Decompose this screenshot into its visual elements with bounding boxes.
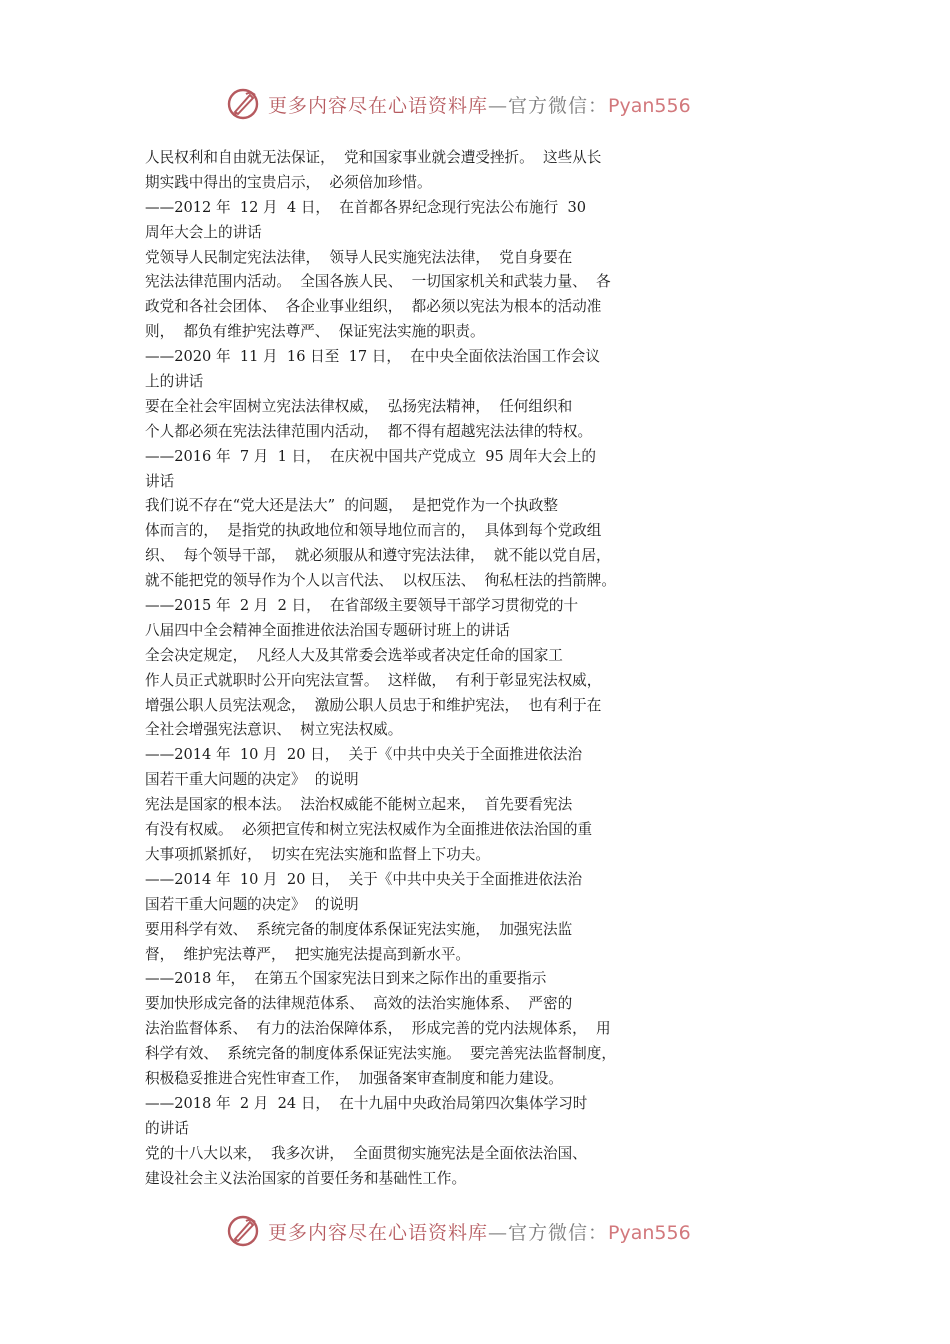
header-banner [226, 84, 746, 124]
text-line: 大事项抓紧抓好， 切实在宪法实施和监督上下功夫。 [145, 845, 490, 863]
text-line: 人民权利和自由就无法保证， 党和国家事业就会遭受挫折。 这些从长 [145, 149, 602, 166]
text-line: 增强公职人员宪法观念， 激励公职人员忠于和维护宪法， 也有利于在 [145, 696, 602, 714]
text-line: 全社会增强宪法意识、 树立宪法权威。 [145, 721, 403, 739]
citation-line: ——2016 年 7 月 1 日， 在庆祝中国共产党成立 95 周年大会上的 [145, 447, 597, 465]
pen-logo-icon [226, 1214, 260, 1248]
banner-brand: 更多内容尽在心语资料库 [268, 1221, 489, 1244]
text-line: 法治监督体系、 有力的法治保障体系， 形成完善的党内法规体系， 用 [145, 1020, 611, 1038]
text-line: 有没有权威。 必须把宣传和树立宪法权威作为全面推进依法治国的重 [145, 821, 593, 839]
citation-line: ——2014 年 10 月 20 日， 关于《中共中央关于全面推进依法治 [145, 870, 583, 888]
citation-line: ——2012 年 12 月 4 日， 在首都各界纪念现行宪法公布施行 30 [145, 198, 587, 216]
citation-line: 上的讲话 [145, 373, 204, 391]
text-line: 建设社会主义法治国家的首要任务和基础性工作。 [145, 1169, 467, 1187]
citation-line: ——2018 年， 在第五个国家宪法日到来之际作出的重要指示 [145, 970, 547, 988]
citation-line: ——2014 年 10 月 20 日， 关于《中共中央关于全面推进依法治 [145, 746, 583, 764]
citation-line: 周年大会上的讲话 [145, 223, 262, 241]
text-line: 全会决定规定， 凡经人大及其常委会选举或者决定任命的国家工 [145, 646, 563, 664]
text-line: 要用科学有效、 系统完备的制度体系保证宪法实施， 加强宪法监 [145, 920, 573, 938]
citation-line: 八届四中全会精神全面推进依法治国专题研讨班上的讲话 [145, 621, 510, 639]
text-line: 积极稳妥推进合宪性审查工作， 加强备案审查制度和能力建设。 [145, 1069, 563, 1087]
footer-banner [226, 1211, 746, 1251]
text-line: 科学有效、 系统完备的制度体系保证宪法实施。 要完善宪法监督制度， [145, 1045, 616, 1063]
text-line: 就不能把党的领导作为个人以言代法、 以权压法、 徇私枉法的挡箭牌。 [145, 572, 616, 590]
text-line: 党领导人民制定宪法法律， 领导人民实施宪法法律， 党自身要在 [145, 248, 573, 266]
citation-line: 的讲话 [145, 1119, 189, 1137]
citation-line: ——2018 年 2 月 24 日， 在十九届中央政治局第四次集体学习时 [145, 1094, 588, 1112]
citation-line: 国若干重大问题的决定》 的说明 [145, 895, 359, 913]
banner-wechat-label: 官方微信： [508, 1221, 609, 1244]
pen-logo-icon [226, 87, 260, 121]
text-line: 党的十八大以来， 我多次讲， 全面贯彻实施宪法是全面依法治国、 [145, 1144, 587, 1162]
text-line: 要加快形成完备的法律规范体系、 高效的法治实施体系、 严密的 [145, 995, 573, 1013]
banner-wechat-label: 官方微信： [508, 94, 609, 117]
text-line: 政党和各社会团体、 各企业事业组织， 都必须以宪法为根本的活动准 [145, 298, 602, 316]
text-line: 织、 每个领导干部， 就必须服从和遵守宪法法律， 就不能以党自居， [145, 547, 611, 565]
text-line: 则， 都负有维护宪法尊严、 保证宪法实施的职责。 [145, 323, 485, 341]
citation-line: 国若干重大问题的决定》 的说明 [145, 771, 359, 789]
citation-line: ——2020 年 11 月 16 日至 17 日， 在中央全面依法治国工作会议 [145, 348, 600, 366]
text-line: 体而言的， 是指党的执政地位和领导地位而言的， 具体到每个党政组 [145, 522, 602, 540]
text-line: 期实践中得出的宝贵启示， 必须倍加珍惜。 [145, 173, 432, 191]
banner-dash: — [488, 94, 509, 117]
text-line: 宪法是国家的根本法。 法治权威能不能树立起来， 首先要看宪法 [145, 796, 573, 814]
document-body [145, 146, 685, 1191]
banner-wechat-id: Pyan556 [608, 1221, 691, 1244]
citation-line: ——2015 年 2 月 2 日， 在省部级主要领导干部学习贯彻党的十 [145, 597, 579, 615]
banner-text [268, 91, 691, 118]
banner-brand: 更多内容尽在心语资料库 [268, 94, 489, 117]
banner-text [268, 1218, 691, 1245]
banner-wechat-id: Pyan556 [608, 94, 691, 117]
text-line: 要在全社会牢固树立宪法法律权威， 弘扬宪法精神， 任何组织和 [145, 397, 573, 415]
text-line: 作人员正式就职时公开向宪法宣誓。 这样做， 有利于彰显宪法权威， [145, 671, 602, 689]
banner-dash: — [488, 1221, 509, 1244]
text-line: 个人都必须在宪法法律范围内活动， 都不得有超越宪法法律的特权。 [145, 422, 593, 440]
text-line: 我们说不存在“党大还是法大” 的问题， 是把党作为一个执政整 [145, 497, 558, 515]
citation-line: 讲话 [145, 472, 175, 490]
text-line: 宪法法律范围内活动。 全国各族人民、 一切国家机关和武装力量、 各 [145, 273, 611, 291]
text-line: 督， 维护宪法尊严， 把实施宪法提高到新水平。 [145, 945, 471, 963]
